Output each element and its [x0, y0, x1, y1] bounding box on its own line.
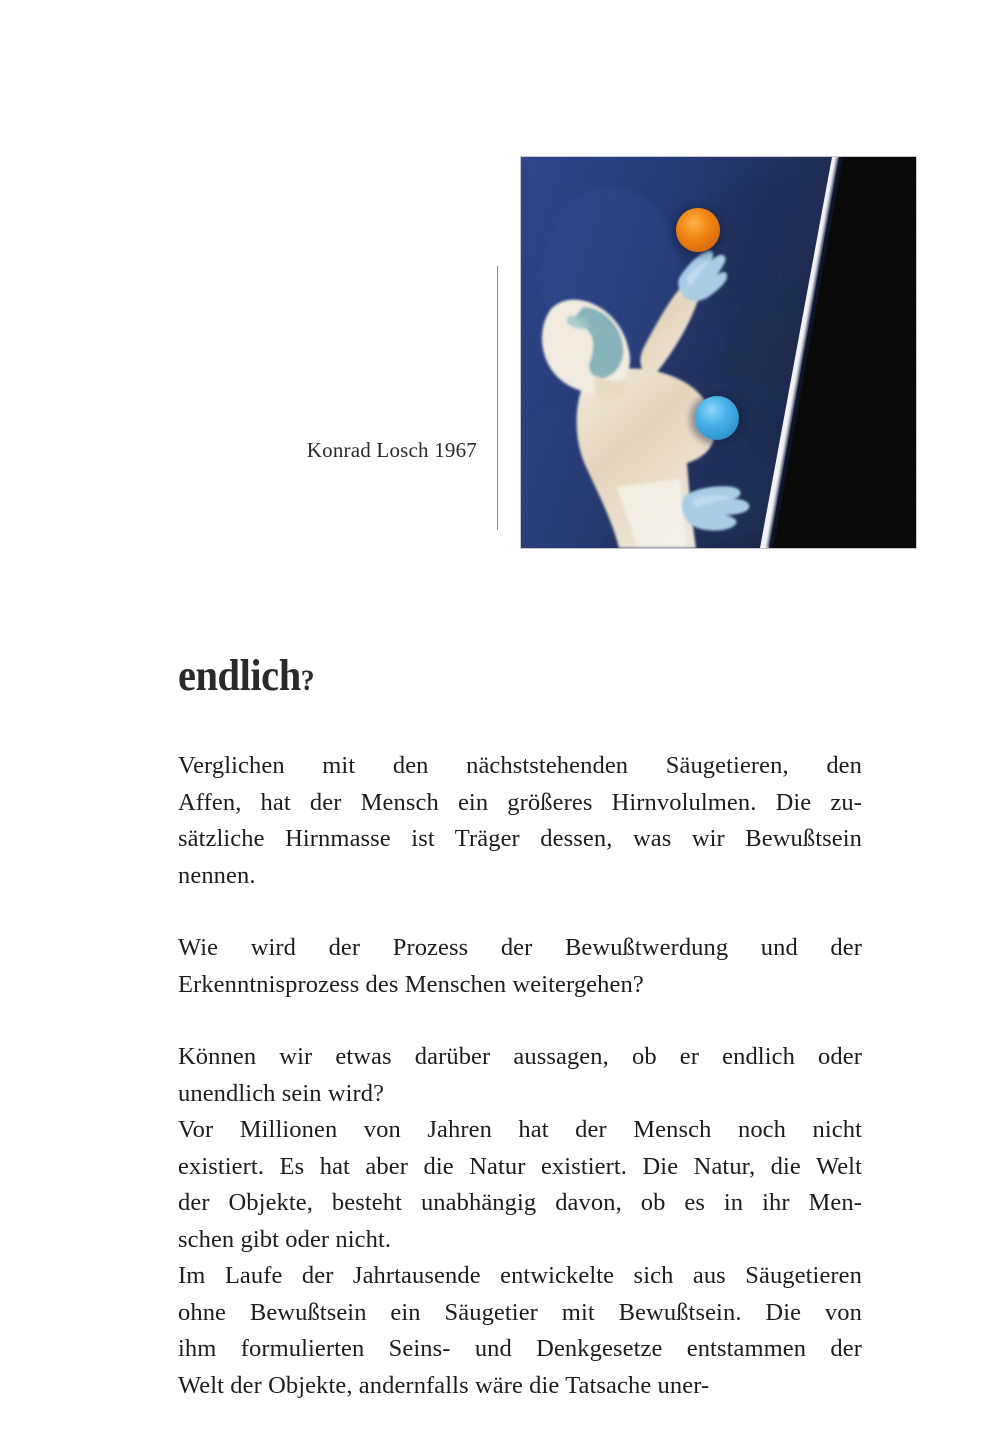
text-line: nennen. — [178, 861, 256, 889]
figure-block — [0, 0, 1000, 600]
page-title-word: endlich — [178, 651, 301, 701]
artwork-caption: Konrad Losch 1967 — [306, 438, 477, 462]
text-line: Erkenntnisprozess des Menschen weitergehen? — [178, 970, 644, 998]
paragraph-2 — [178, 930, 862, 1003]
text-line: Affen, hat der Mensch ein größeres Hirnvolulmen. Die zu- — [178, 788, 862, 816]
text-line: sätzliche Hirnmasse ist Träger dessen, was wir Bewußtsein — [178, 825, 862, 852]
artwork-image — [521, 157, 916, 548]
text-line: Im Laufe der Jahrtausende entwickelte sich aus Säugetieren — [178, 1262, 862, 1289]
body-text-column — [178, 748, 862, 1441]
text-line: der Objekte, besteht unabhängig davon, ob es in ihr Men- — [178, 1189, 862, 1216]
text-line: Vor Millionen von Jahren hat der Mensch noch nicht — [178, 1116, 862, 1143]
paragraph-5 — [178, 1258, 862, 1441]
text-line: existiert. Es hat aber die Natur existiert. Die Natur, die Welt — [178, 1152, 862, 1180]
paragraph-4 — [178, 1112, 862, 1258]
text-line: Wie wird der Prozess der Bewußtwerdung und der — [178, 934, 862, 961]
caption-divider-rule — [497, 266, 498, 530]
text-line: Verglichen mit den nächststehenden Säugetieren, den — [178, 752, 862, 779]
page-title-question-mark: ? — [300, 664, 315, 698]
paragraph-3 — [178, 1039, 862, 1112]
text-line: Können wir etwas darüber aussagen, ob er endlich oder — [178, 1043, 862, 1070]
text-line: Welt der Objekte, andernfalls wäre die Tatsache uner- — [178, 1371, 710, 1399]
page-title — [178, 651, 315, 706]
paragraph-1 — [178, 748, 862, 894]
text-line: schen gibt oder nicht. — [178, 1225, 392, 1253]
text-line: unendlich sein wird? — [178, 1079, 385, 1107]
text-line: ohne Bewußtsein ein Säugetier mit Bewußtsein. Die von — [178, 1298, 862, 1326]
text-line: ihm formulierten Seins- und Denkgesetze entstammen der — [178, 1335, 862, 1362]
